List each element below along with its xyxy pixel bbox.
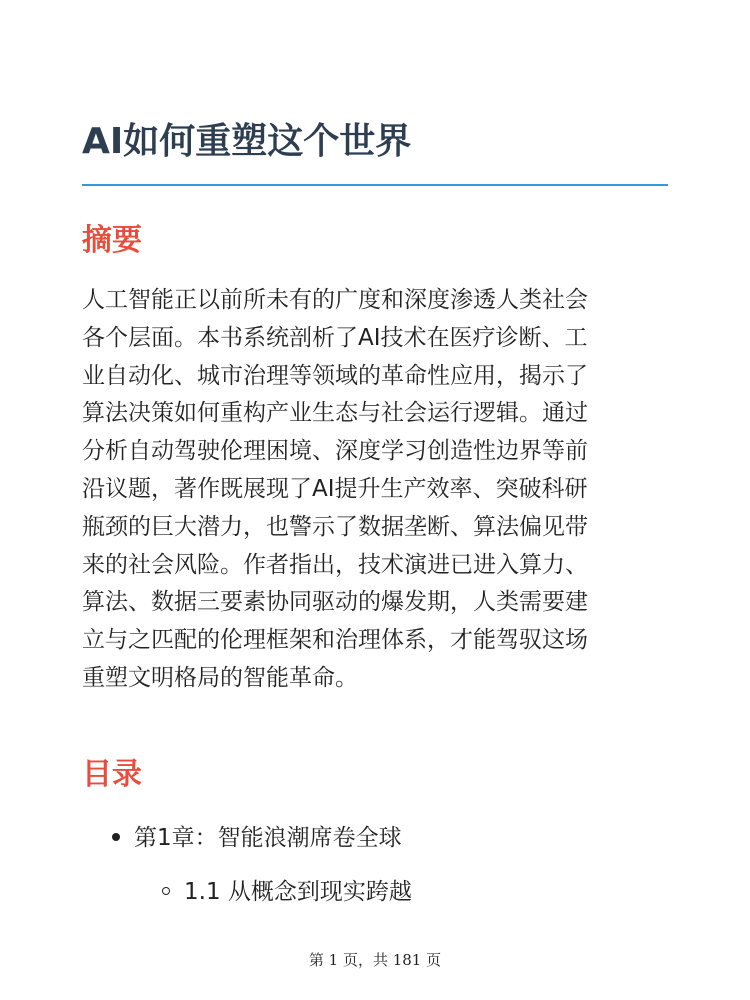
abstract-line: 分析自动驾驶伦理困境、深度学习创造性边界等前 [82, 438, 588, 465]
abstract-line: 人工智能正以前所未有的广度和深度渗透人类社会 [82, 287, 588, 313]
abstract-line: 来的社会风险。作者指出，技术演进已进入算力、 [82, 551, 588, 578]
toc-chapter-item [112, 820, 402, 856]
toc-chapter-label: 第1章：智能浪潮席卷全球 [134, 825, 402, 851]
abstract-line: 算法、数据三要素协同驱动的爆发期，人类需要建 [82, 589, 588, 616]
abstract-line: 各个层面。本书系统剖析了AI技术在医疗诊断、工 [82, 324, 588, 351]
page-number-footer: 第 1 页，共 181 页 [308, 951, 442, 969]
abstract-line: 算法决策如何重构产业生态与社会运行逻辑。通过 [82, 400, 588, 427]
abstract-line: 立与之匹配的伦理框架和治理体系，才能驾驭这场 [82, 627, 588, 654]
document-title: AI如何重塑这个世界 [82, 121, 412, 162]
title-divider [82, 184, 668, 186]
abstract-paragraph [82, 282, 668, 698]
abstract-line: 沿议题，著作既展现了AI提升生产效率、突破科研 [82, 475, 588, 502]
toc-section-label: 1.1 从概念到现实跨越 [184, 879, 412, 905]
abstract-line: 业自动化、城市治理等领域的革命性应用，揭示了 [82, 362, 588, 389]
toc-heading: 目录 [82, 757, 142, 792]
toc-section-item [162, 874, 412, 910]
abstract-heading: 摘要 [82, 223, 142, 258]
abstract-line: 重塑文明格局的智能革命。 [82, 664, 358, 691]
bullet-circle-icon [162, 887, 170, 895]
bullet-disc-icon [112, 833, 120, 841]
abstract-line: 瓶颈的巨大潜力，也警示了数据垄断、算法偏见带 [82, 513, 588, 540]
